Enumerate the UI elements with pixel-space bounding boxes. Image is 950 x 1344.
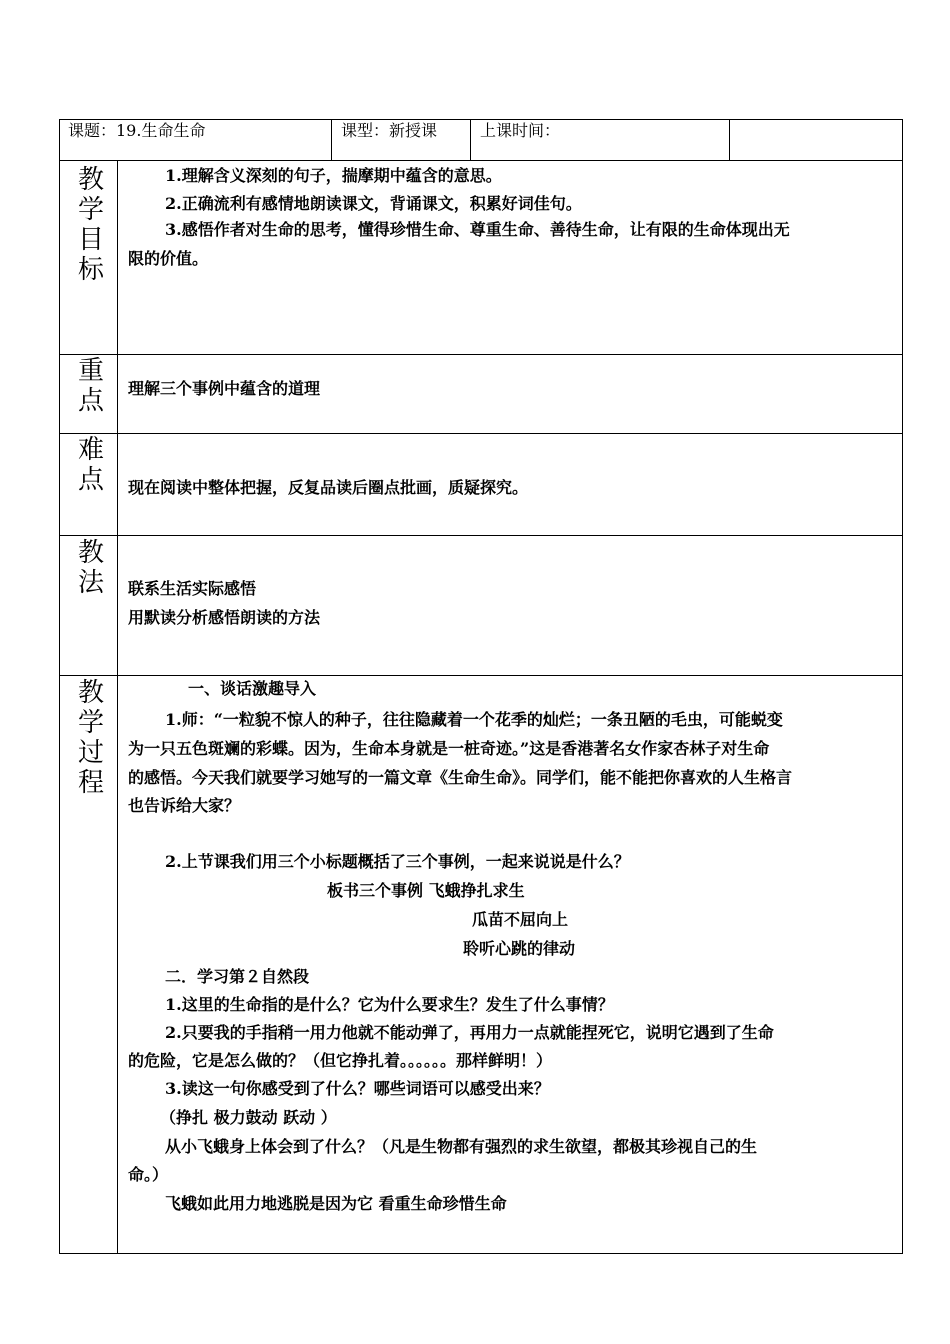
goal-line: 限的价值。 bbox=[128, 249, 209, 268]
label-char: 标 bbox=[77, 255, 104, 285]
table-divider bbox=[59, 354, 903, 355]
key-point-label bbox=[70, 356, 112, 416]
table-divider bbox=[59, 160, 903, 161]
label-char: 点 bbox=[77, 386, 104, 416]
process-line: 飞蛾如此用力地逃脱是因为它 看重生命珍惜生命 bbox=[165, 1194, 507, 1213]
label-char: 程 bbox=[77, 768, 104, 798]
process-label bbox=[70, 678, 112, 798]
board-writing-line: 瓜苗不屈向上 bbox=[472, 910, 569, 929]
label-char: 法 bbox=[77, 568, 104, 598]
process-line: 从小飞蛾身上体会到了什么？（凡是生物都有强烈的求生欲望，都极其珍视自己的生 bbox=[165, 1137, 758, 1156]
process-line: 的危险，它是怎么做的？（但它挣扎着。。。。。。那样鲜明！） bbox=[128, 1051, 553, 1070]
table-divider bbox=[59, 535, 903, 536]
process-line: 3.读这一句你感受到了什么？哪些词语可以感受出来？ bbox=[165, 1079, 550, 1098]
process-line: （挣扎 极力鼓动 跃动 ） bbox=[160, 1108, 337, 1127]
board-writing-line: 聆听心跳的律动 bbox=[463, 939, 576, 958]
table-divider bbox=[59, 675, 903, 676]
header-divider bbox=[729, 119, 730, 160]
process-line: 的感悟。今天我们就要学习她写的一篇文章《生命生命》。同学们，能不能把你喜欢的人生格言 bbox=[128, 768, 793, 787]
lesson-type-label: 课型：新授课 bbox=[341, 121, 438, 140]
label-char: 学 bbox=[77, 708, 104, 738]
header-divider bbox=[470, 119, 471, 160]
method-label bbox=[70, 538, 112, 598]
class-time-label: 上课时间： bbox=[480, 121, 561, 140]
process-line: 1.这里的生命指的是什么？它为什么要求生？发生了什么事情？ bbox=[165, 995, 614, 1014]
process-line: 2.只要我的手指稍一用力他就不能动弹了，再用力一点就能捏死它，说明它遇到了生命 bbox=[165, 1023, 774, 1042]
goal-line: 2.正确流利有感情地朗读课文，背诵课文，积累好词佳句。 bbox=[165, 194, 582, 213]
process-line: 为一只五色斑斓的彩蝶。因为，生命本身就是一桩奇迹。”这是香港著名女作家杏林子对生命 bbox=[128, 739, 770, 758]
label-char: 教 bbox=[77, 165, 104, 195]
table-divider bbox=[59, 433, 903, 434]
goal-line: 3.感悟作者对生命的思考，懂得珍惜生命、尊重生命、善待生命，让有限的生命体现出无 bbox=[165, 220, 790, 239]
label-char: 学 bbox=[77, 195, 104, 225]
difficulty-text: 现在阅读中整体把握，反复品读后圈点批画，质疑探究。 bbox=[128, 478, 529, 497]
process-heading: 二．学习第２自然段 bbox=[165, 967, 310, 986]
table-border-bottom bbox=[59, 1253, 903, 1254]
process-line: 2.上节课我们用三个小标题概括了三个事例，一起来说说是什么？ bbox=[165, 852, 630, 871]
process-line: 1.师：“一粒貌不惊人的种子，往往隐藏着一个花季的灿烂；一条丑陋的毛虫，可能蜕变 bbox=[165, 710, 783, 729]
label-char: 目 bbox=[77, 225, 104, 255]
label-char: 难 bbox=[77, 435, 104, 465]
process-heading: 一、谈话激趣导入 bbox=[188, 679, 317, 698]
table-border-left bbox=[59, 119, 60, 1254]
process-line: 命。） bbox=[128, 1165, 169, 1184]
header-divider bbox=[331, 119, 332, 160]
label-column-divider bbox=[117, 160, 118, 1254]
label-char: 教 bbox=[77, 678, 104, 708]
method-line: 用默读分析感悟朗读的方法 bbox=[128, 608, 321, 627]
goal-line: 1.理解含义深刻的句子，揣摩期中蕴含的意思。 bbox=[165, 166, 502, 185]
board-writing-line: 板书三个事例 飞蛾挣扎求生 bbox=[327, 881, 525, 900]
goals-label bbox=[70, 165, 112, 285]
label-char: 点 bbox=[77, 465, 104, 495]
process-line: 也告诉给大家？ bbox=[128, 796, 241, 815]
label-char: 重 bbox=[77, 356, 104, 386]
table-border-right bbox=[902, 119, 903, 1254]
label-char: 过 bbox=[77, 738, 104, 768]
key-point-text: 理解三个事例中蕴含的道理 bbox=[128, 379, 321, 398]
difficulty-label bbox=[70, 435, 112, 495]
table-border-top bbox=[59, 119, 903, 120]
label-char: 教 bbox=[77, 538, 104, 568]
topic-label: 课题：19.生命生命 bbox=[68, 121, 206, 140]
method-line: 联系生活实际感悟 bbox=[128, 579, 257, 598]
